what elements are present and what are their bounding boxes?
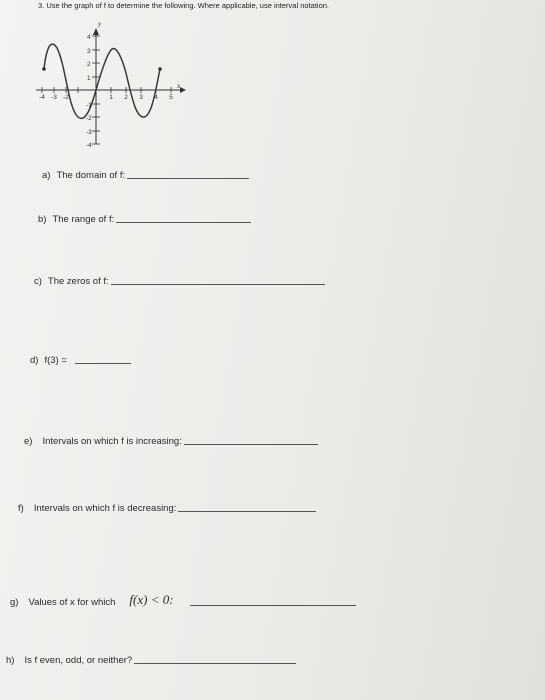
curve-right-endpoint (158, 67, 162, 71)
part-b-label: b) (38, 214, 47, 225)
y-tick-label: 4 (87, 34, 91, 41)
part-g-inequality: f(x) < 0: (129, 592, 174, 607)
y-tick-label: -4 (86, 142, 92, 148)
curve-left-endpoint (42, 67, 46, 71)
x-axis-label: x (177, 82, 181, 90)
y-tick-label: -3 (86, 129, 92, 136)
part-b-answer-line[interactable] (116, 221, 251, 223)
y-tick-label: 1 (87, 75, 91, 82)
x-tick-label: -4 (39, 94, 45, 101)
x-tick-label: -2 (63, 94, 69, 101)
part-c-label: c) (34, 276, 42, 287)
x-tick-label: -3 (51, 94, 57, 101)
part-b-text: The range of f: (52, 214, 115, 225)
y-tick-label: -2 (86, 115, 92, 122)
y-tick-label: 3 (87, 48, 91, 55)
x-tick-label: 1 (109, 94, 113, 101)
part-h (6, 655, 296, 666)
x-axis-arrow (180, 87, 186, 93)
x-tick-label: 4 (154, 94, 158, 101)
part-h-text: Is f even, odd, or neither? (24, 655, 133, 666)
x-tick-label: 5 (169, 94, 173, 101)
part-c (34, 276, 325, 287)
x-tick-label: 3 (139, 94, 143, 101)
part-f-text: Intervals on which f is decreasing: (33, 503, 177, 514)
part-d (30, 355, 131, 366)
part-a (42, 170, 249, 181)
part-f-answer-line[interactable] (178, 510, 316, 512)
part-e-answer-line[interactable] (184, 443, 318, 445)
part-g (10, 592, 356, 608)
part-f (18, 503, 316, 514)
part-e (24, 436, 318, 447)
part-g-text: Values of x for which (28, 597, 116, 608)
part-a-label: a) (42, 170, 51, 181)
part-f-label: f) (18, 503, 24, 514)
part-h-label: h) (6, 655, 15, 666)
part-d-label: d) (30, 355, 39, 366)
y-tick-label: -1 (86, 102, 92, 109)
part-e-text: Intervals on which f is increasing: (42, 436, 182, 447)
part-g-label: g) (10, 597, 19, 608)
question-title: 3. Use the graph of f to determine the following. Where applicable, use interval notation. (38, 1, 330, 10)
x-tick-label: 2 (124, 94, 128, 101)
y-tick-label: 2 (87, 61, 91, 68)
part-e-label: e) (24, 436, 33, 447)
part-d-answer-line[interactable] (75, 362, 131, 364)
part-c-answer-line[interactable] (111, 283, 325, 285)
part-a-answer-line[interactable] (127, 177, 249, 179)
y-axis-arrow (93, 28, 99, 35)
y-axis-label: y (98, 20, 102, 28)
function-curve (44, 44, 160, 118)
part-g-answer-line[interactable] (190, 604, 356, 606)
function-graph (30, 18, 195, 148)
part-d-text: f(3) = (44, 355, 67, 366)
part-a-text: The domain of f: (56, 170, 126, 181)
part-h-answer-line[interactable] (134, 662, 296, 664)
part-b (38, 214, 251, 225)
part-c-text: The zeros of f: (47, 276, 109, 287)
